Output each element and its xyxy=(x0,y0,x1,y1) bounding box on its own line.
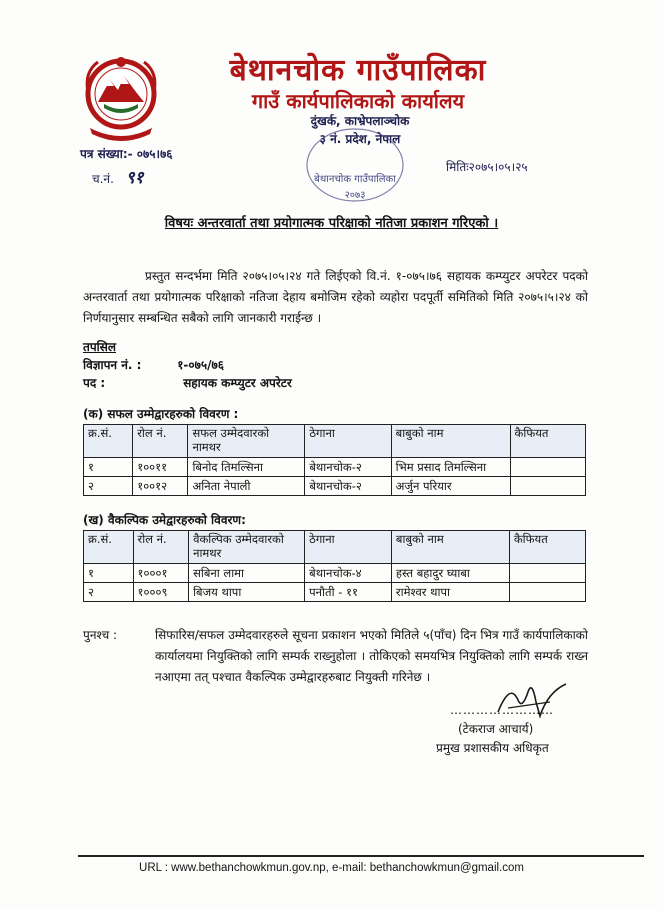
table-cell: २ xyxy=(84,477,133,496)
alternate-candidates-heading: (ख) वैकल्पिक उमेद्वारहरुको विवरण: xyxy=(83,513,246,527)
nepal-emblem-icon xyxy=(80,52,162,144)
letter-number-value: ०७५।७६ xyxy=(136,147,173,161)
address-line-1: दुंखर्क, काभ्रेपलाञ्चोक xyxy=(310,114,410,128)
table-cell: सबिना लामा xyxy=(189,564,305,583)
table-cell: बेथानचोक-२ xyxy=(305,458,391,477)
table-cell: अनिता नेपाली xyxy=(188,477,305,496)
details-heading: तपसिल xyxy=(83,340,117,354)
table-cell: २ xyxy=(84,583,134,602)
table-cell: बेथानचोक-४ xyxy=(305,564,392,583)
post-name xyxy=(83,374,292,391)
table-cell: बेथानचोक-२ xyxy=(305,477,391,496)
column-header: वैकल्पिक उम्मेदवारको नामथर xyxy=(189,531,305,564)
column-header: कैफियत xyxy=(509,531,585,564)
table-cell xyxy=(510,458,585,477)
table-cell xyxy=(510,477,585,496)
letter-date xyxy=(446,158,528,175)
column-header: सफल उम्मेदवारको नामथर xyxy=(188,425,305,458)
table-cell: १०००९ xyxy=(133,583,189,602)
column-header: कैफियत xyxy=(510,425,585,458)
table-cell: बिजय थापा xyxy=(189,583,305,602)
column-header: रोल नं. xyxy=(133,531,189,564)
post-name-label: पद : xyxy=(83,376,106,390)
advertisement-number xyxy=(83,356,224,373)
signature-line: …………………… xyxy=(450,703,554,717)
successful-candidates-table xyxy=(83,424,586,496)
table-cell: भिम प्रसाद तिमल्सिना xyxy=(391,458,510,477)
subject-text: विषयः अन्तरवार्ता तथा प्रयोगात्मक परिक्षाको नतिजा प्रकाशन गरिएको । xyxy=(164,216,499,231)
postscript-text: सिफारिस/सफल उम्मेदवारहरुले सूचना प्रकाशन भएको मितिले ५(पाँच) दिन भित्र गाउँ कार्यपालिकाको कार्यालयमा नियुक्तिको लागि सम्पर्क राख्नुहोला । तोकिएको समयभित्र नियुक्तिको लागि सम्पर्क राख्न नआएमा तत् पश्चात वैकल्पिक उम्मेद्वारहरुबाट नियुक्ती गरिनेछ । xyxy=(155,628,588,684)
dispatch-number-value: ९१ xyxy=(125,168,144,188)
column-header: ठेगाना xyxy=(305,425,391,458)
successful-candidates-heading: (क) सफल उम्मेद्वारहरुको विवरण : xyxy=(83,407,239,421)
column-header: रोल नं. xyxy=(133,425,188,458)
table-cell: १००१२ xyxy=(133,477,188,496)
signer-name: (टेकराज आचार्य) xyxy=(458,722,534,736)
table-cell: रामेश्वर थापा xyxy=(391,583,509,602)
table-header-row xyxy=(84,425,586,458)
table-row xyxy=(84,458,586,477)
office-stamp-icon xyxy=(300,110,410,205)
column-header: क्र.सं. xyxy=(84,425,133,458)
dispatch-number-label: च.नं. xyxy=(92,172,114,186)
org-title: बेथानचोक गाउँपालिका xyxy=(229,53,487,88)
alternate-candidates-table xyxy=(83,530,586,602)
table-cell: १ xyxy=(84,564,134,583)
column-header: बाबुको नाम xyxy=(391,425,510,458)
table-cell: १००११ xyxy=(133,458,188,477)
stamp-year: २०७३ xyxy=(344,190,366,201)
stamp-text: बेथानचोक गाउँपालिका xyxy=(314,174,396,185)
column-header: ठेगाना xyxy=(305,531,392,564)
table-cell: पनौती - ११ xyxy=(305,583,392,602)
body-paragraph: प्रस्तुत सन्दर्भमा मिति २०७५।०५।२४ गते लिईएको वि.नं. १-०७५।७६ सहायक कम्प्युटर अपरेटर पदको अन्तरवार्ता तथा प्रयोगात्मक परिक्षाको नतिजा देहाय बमोजिम रहेको व्यहोरा पदपूर्ती समितिको मिति २०७५।५।२४ को निर्णयानुसार सम्बन्धित सबैको लागि जानकारी गराईन्छ । xyxy=(83,269,588,325)
postscript-label: पुनश्च : xyxy=(83,628,118,642)
table-row xyxy=(84,477,586,496)
table-cell: १०००१ xyxy=(133,564,189,583)
column-header: बाबुको नाम xyxy=(391,531,509,564)
column-header: क्र.सं. xyxy=(84,531,134,564)
table-row xyxy=(84,583,586,602)
letter-date-value: २०७५।०५।२५ xyxy=(468,160,528,174)
advertisement-number-label: विज्ञापन नं. : xyxy=(83,358,142,372)
table-cell: १ xyxy=(84,458,133,477)
table-cell: अर्जुन परियार xyxy=(391,477,510,496)
footer-contact: URL : www.bethanchowkmun.gov.np, e-mail: bethanchowkmun@gmail.com xyxy=(139,862,524,874)
dispatch-number xyxy=(92,165,143,188)
table-cell xyxy=(509,564,585,583)
org-subtitle: गाउँ कार्यपालिकाको कार्यालय xyxy=(251,89,465,113)
post-name-value: सहायक कम्प्युटर अपरेटर xyxy=(183,376,292,390)
letter-number xyxy=(80,145,173,162)
table-cell xyxy=(509,583,585,602)
table-cell: हस्त बहादुर घ्याबा xyxy=(391,564,509,583)
footer-divider xyxy=(78,855,644,857)
subject-line xyxy=(0,213,663,231)
table-row xyxy=(84,564,586,583)
table-cell: बिनोद तिमल्सिना xyxy=(188,458,305,477)
signer-title: प्रमुख प्रशासकीय अधिकृत xyxy=(436,741,549,755)
table-header-row xyxy=(84,531,586,564)
letter-date-label: मितिः xyxy=(446,160,469,174)
address-line-2: ३ नं. प्रदेश, नेपाल xyxy=(319,132,401,146)
letter-number-label: पत्र संख्या:- xyxy=(80,147,133,161)
advertisement-number-value: १-०७५/७६ xyxy=(177,358,224,372)
